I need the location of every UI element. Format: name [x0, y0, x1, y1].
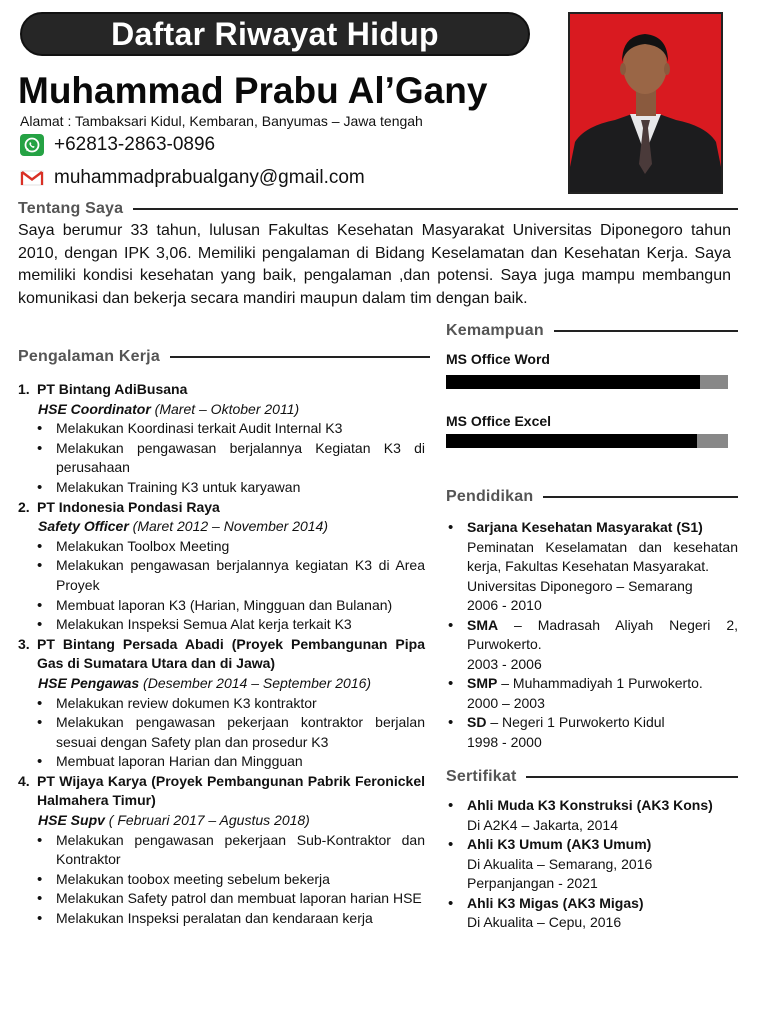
list-item: • Melakukan review dokumen K3 kontraktor: [18, 694, 425, 714]
email-row: [20, 167, 365, 189]
gmail-icon: [20, 169, 44, 187]
address-text: Alamat : Tambaksari Kidul, Kembaran, Banyumas – Jawa tengah: [20, 113, 423, 129]
whatsapp-icon: [20, 134, 44, 156]
list-item: • Melakukan pengawasan berjalannya Kegiatan K3 di perusahaan: [18, 439, 425, 478]
list-item: • Melakukan Inspeksi Semua Alat kerja terkait K3: [18, 615, 425, 635]
job-item: [18, 380, 425, 498]
divider: [554, 330, 738, 332]
phone-row: [20, 134, 215, 156]
list-item: • Melakukan pengawasan pekerjaan Sub-Kontraktor dan Kontraktor: [18, 831, 425, 870]
profile-photo: [568, 12, 723, 194]
education-list: [448, 518, 738, 752]
divider: [543, 496, 738, 498]
job-company: 1. PT Bintang AdiBusana: [18, 381, 188, 397]
skill-bar-fill: [446, 434, 697, 448]
list-item: • Membuat laporan Harian dan Mingguan: [18, 752, 425, 772]
job-role: HSE Coordinator (Maret – Oktober 2011): [38, 400, 300, 417]
job-role: Safety Officer (Maret 2012 – November 2014): [38, 518, 328, 535]
job-role: HSE Pengawas (Desember 2014 – September 2016): [38, 674, 372, 691]
certificate-list: [448, 796, 738, 933]
divider: [133, 208, 738, 210]
job-company: 3. PT Bintang Persada Abadi (Proyek Pembangunan Pipa Gas di Sumatara Utara dan di Jawa): [18, 635, 425, 672]
list-item: • Ahli Muda K3 Konstruksi (AK3 Kons) Di A2K4 – Jakarta, 2014: [448, 796, 738, 835]
skill-label: MS Office Word: [446, 351, 550, 367]
job-company: 4. PT Wijaya Karya (Proyek Pembangunan Pabrik Feronickel Halmahera Timur): [18, 772, 425, 809]
list-item: • SMP – Muhammadiyah 1 Purwokerto. 2000 – 2003: [448, 674, 738, 713]
document-title: Daftar Riwayat Hidup: [20, 12, 530, 56]
job-item: [18, 772, 425, 929]
task-list: [18, 419, 425, 497]
list-item: • Melakukan pengawasan berjalannya kegiatan K3 di Area Proyek: [18, 556, 425, 595]
person-name: Muhammad Prabu Al’Gany: [18, 70, 488, 111]
job-role: HSE Supv ( Februari 2017 – Agustus 2018): [38, 812, 310, 829]
list-item: • Melakukan Inspeksi peralatan dan kendaraan kerja: [18, 909, 425, 929]
job-company: 2. PT Indonesia Pondasi Raya: [18, 498, 220, 515]
skill-bar-fill: [446, 375, 700, 389]
list-item: • Melakukan toobox meeting sebelum bekerja: [18, 870, 425, 890]
list-item: • Membuat laporan K3 (Harian, Mingguan dan Bulanan): [18, 596, 425, 616]
task-list: [18, 537, 425, 635]
experience-list: [18, 380, 425, 929]
about-paragraph: Saya berumur 33 tahun, lulusan Fakultas Kesehatan Masyarakat Universitas Diponegoro tahun 2010, dengan IPK 3,06. Memiliki pengalaman di Bidang Keselamatan dan Kesehatan Kerja. Saya memiliki kondisi kesehatan yang baik, pengalaman ,dan potensi. Saya juga mampu membangun komunikasi dan bekerja secara mandiri maupun dalam tim dengan baik.: [18, 222, 731, 307]
section-heading-about: Tentang Saya: [18, 200, 738, 218]
list-item: • Sarjana Kesehatan Masyarakat (S1) Peminatan Keselamatan dan kesehatan kerja, Fakultas Kesehatan Masyarakat. Universitas Diponegoro – Semarang 2006 - 2010: [448, 518, 738, 616]
skill-label: MS Office Excel: [446, 413, 552, 429]
section-heading-experience: Pengalaman Kerja: [18, 348, 430, 366]
divider: [170, 356, 430, 358]
list-item: • SD – Negeri 1 Purwokerto Kidul 1998 - 2000: [448, 713, 738, 752]
task-list: [18, 694, 425, 772]
section-heading-education: Pendidikan: [446, 488, 738, 506]
divider: [526, 776, 738, 778]
skill-bar: [446, 375, 728, 389]
list-item: • Melakukan Toolbox Meeting: [18, 537, 425, 557]
list-item: • Melakukan Training K3 untuk karyawan: [18, 478, 425, 498]
section-heading-skills: Kemampuan: [446, 322, 738, 340]
list-item: • Ahli K3 Migas (AK3 Migas) Di Akualita – Cepu, 2016: [448, 894, 738, 933]
phone-number: +62813-2863-0896: [54, 134, 216, 155]
list-item: • Melakukan pengawasan pekerjaan kontraktor berjalan sesuai dengan Safety plan dan prosedur K3: [18, 713, 425, 752]
list-item: • Melakukan Safety patrol dan membuat laporan harian HSE: [18, 889, 425, 909]
task-list: [18, 831, 425, 929]
list-item: • Ahli K3 Umum (AK3 Umum) Di Akualita – Semarang, 2016 Perpanjangan - 2021: [448, 835, 738, 894]
email-address: muhammadprabualgany@gmail.com: [54, 167, 365, 188]
section-heading-certificates: Sertifikat: [446, 768, 738, 786]
list-item: • SMA – Madrasah Aliyah Negeri 2, Purwokerto. 2003 - 2006: [448, 616, 738, 675]
job-item: [18, 635, 425, 772]
skill-bar: [446, 434, 728, 448]
list-item: • Melakukan Koordinasi terkait Audit Internal K3: [18, 419, 425, 439]
job-item: [18, 498, 425, 635]
